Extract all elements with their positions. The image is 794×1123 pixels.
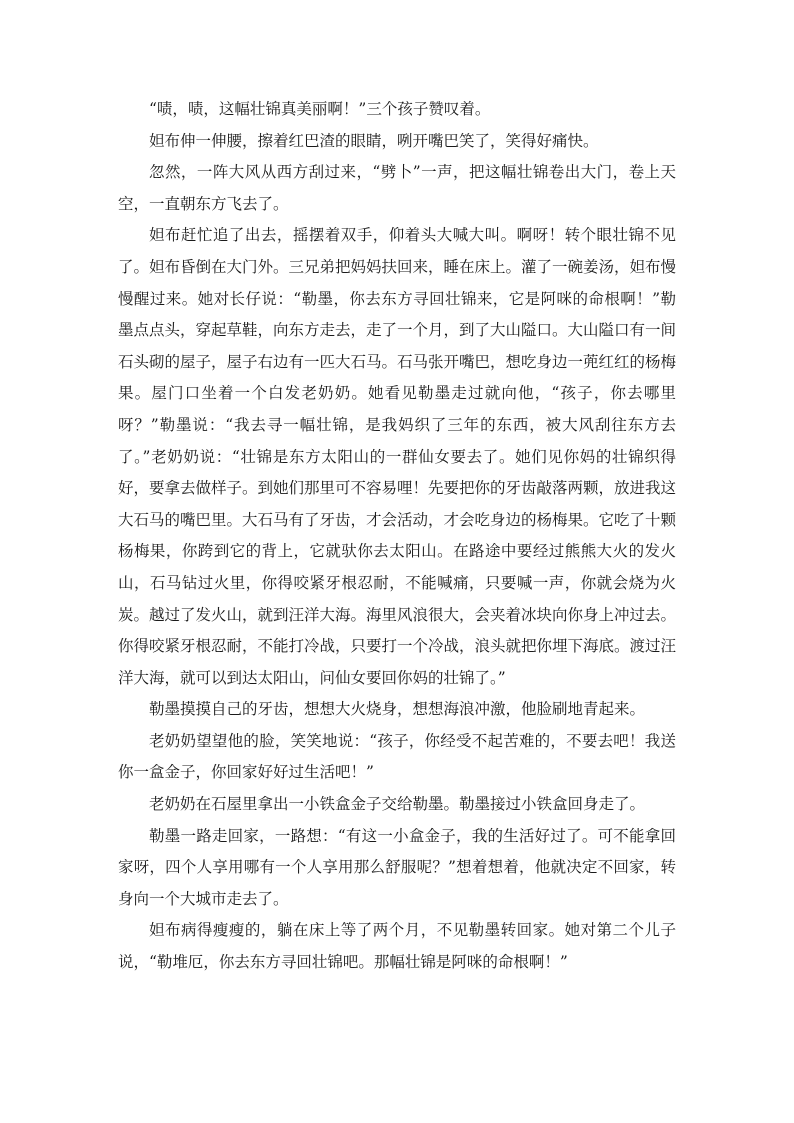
paragraph-7: 老奶奶在石屋里拿出一小铁盒金子交给勒墨。勒墨接过小铁盒回身走了。 (149, 795, 646, 814)
paragraph-6: 老奶奶望望他的脸，笑笑地说：“孩子，你经受不起苦难的，不要去吧！我送你一盒金子，你回家好好过生活吧！” (118, 731, 676, 782)
story-text (118, 94, 676, 979)
paragraph-9: 妲布病得瘦瘦的，躺在床上等了两个月，不见勒墨转回家。她对第二个儿子说，“勒堆厄，你去东方寻回壮锦吧。那幅壮锦是阿咪的命根啊！” (118, 921, 676, 972)
paragraph-1: “啧，啧，这幅壮锦真美丽啊！”三个孩子赞叹着。 (149, 100, 491, 118)
paragraph-3: 忽然，一阵大风从西方刮过来，“劈卜”一声，把这幅壮锦卷出大门，卷上天空，一直朝东方飞去了。 (118, 163, 676, 213)
paragraph-5: 勒墨摸摸自己的牙齿，想想大火烧身，想想海浪冲激，他脸刷地青起来。 (149, 700, 646, 719)
paragraph-4: 妲布赶忙追了出去，摇摆着双手，仰着头大喊大叫。啊呀！转个眼壮锦不见了。妲布昏倒在大门外。三兄弟把妈妈扶回来，睡在床上。灌了一碗姜汤，妲布慢慢醒过来。她对长仔说：“勒墨，你去东方寻回壮锦来，它是阿咪的命根啊！”勒墨点点头，穿起草鞋，向东方走去，走了一个月，到了大山隘口。大山隘口有一间石头砌的屋子，屋子右边有一匹大石马。石马张开嘴巴，想吃身边一蔸红红的杨梅果。屋门口坐着一个白发老奶奶。她看见勒墨走过就向他，“孩子，你去哪里呀？”勒墨说：“我去寻一幅壮锦，是我妈织了三年的东西，被大风刮往东方去了。”老奶奶说：“壮锦是东方太阳山的一群仙女要去了。她们见你妈的壮锦织得好，要拿去做样子。到她们那里可不容易哩！先要把你的牙齿敲落两颗，放进我这大石马的嘴巴里。大石马有了牙齿，才会活动，才会吃身边的杨梅果。它吃了十颗杨梅果，你跨到它的背上，它就驮你去太阳山。在路途中要经过熊熊大火的发火山，石马钻过火里，你得咬紧牙根忍耐，不能喊痛，只要喊一声，你就会烧为火炭。越过了发火山，就到汪洋大海。海里风浪很大，会夹着冰块向你身上冲过去。你得咬紧牙根忍耐，不能打冷战，只要打一个冷战，浪头就把你埋下海底。渡过汪洋大海，就可以到达太阳山，问仙女要回你妈的壮锦了。” (118, 226, 677, 687)
paragraph-8: 勒墨一路走回家，一路想：“有这一小盒金子，我的生活好过了。可不能拿回家呀，四个人享用哪有一个人享用那么舒服呢？”想着想着，他就决定不回家，转身向一个大城市走去了。 (118, 826, 676, 908)
paragraph-2: 妲布伸一伸腰，擦着红巴渣的眼睛，咧开嘴巴笑了，笑得好痛快。 (149, 131, 599, 150)
